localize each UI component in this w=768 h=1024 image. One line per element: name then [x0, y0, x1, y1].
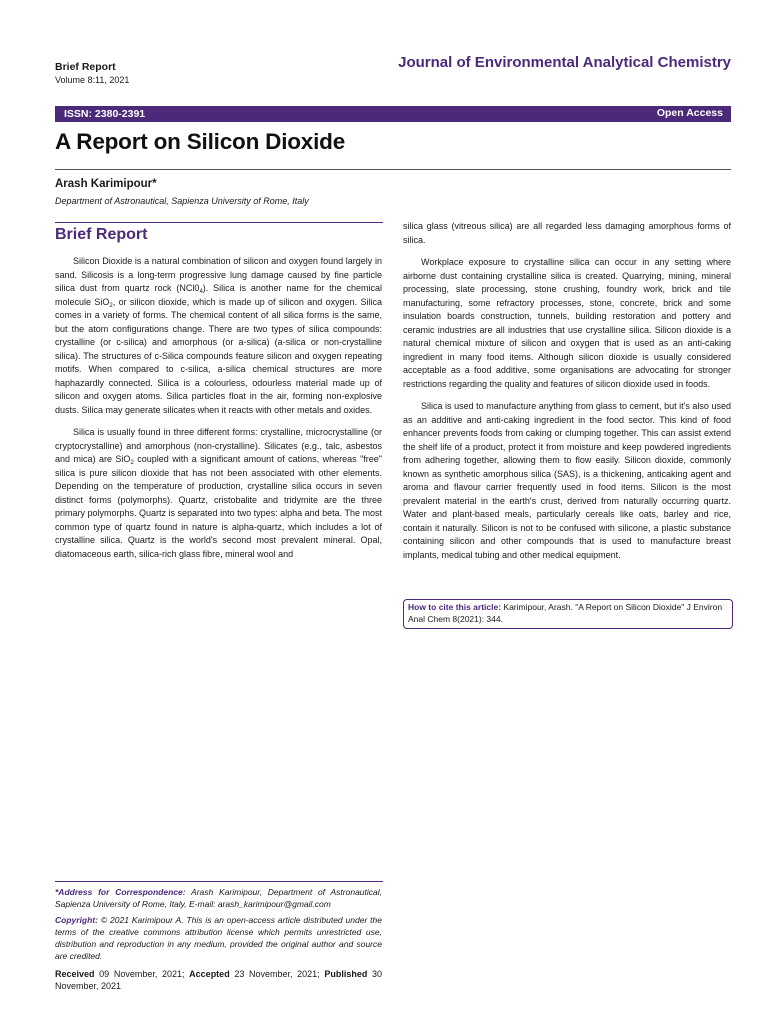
citation-text: Karimipour, Arash. "A Report on Silicon Dioxide" J Environ Anal Chem 8(2021): 344. [408, 602, 723, 624]
author-affiliation: Department of Astronautical, Sapienza University of Rome, Italy [55, 196, 309, 206]
footer-divider [55, 881, 383, 882]
title-divider [55, 169, 731, 170]
page-title: A Report on Silicon Dioxide [55, 129, 346, 154]
correspondence-note: *Address for Correspondence: Arash Karimipour, Department of Astronautical, Sapienza University of Rome, Italy, E-mail: arash_karimipour@gmail.com [55, 887, 382, 909]
volume-info: Volume 8:11, 2021 [55, 75, 130, 85]
author-name: Arash Karimipour* [55, 178, 157, 190]
body-paragraph: Silica is usually found in three different forms: crystalline, microcrystalline (or cryptocrystalline) and amorphous (non-crystalline). Silicates (e.g., talc, asbestos and mica) are SiO$_2$ coupled with a significant amount of cations, whereas "free" silica is pure silicon dioxide that has not been associated with other elements. Depending on the temperature of production, crystalline silica occurs in seven distinct forms (polymorphs). Quartz, cristobalite and tridymite are the three primary polymorphs. Quartz is separated into two types: alpha and beta. The most common type of quartz found in nature is alpha-quartz, which includes a lot of crystalline silica. Quartz is the world's second most prevalent mineral. Opal, diatomaceous earth, silica-rich glass fibre, mineral wool and [55, 427, 382, 559]
issn-band [55, 106, 731, 122]
article-type: Brief Report [55, 61, 116, 73]
section-divider [55, 222, 383, 223]
body-paragraph: Silicon Dioxide is a natural combination of silicon and oxygen found largely in sand. Silicosis is a long-term progressive lung damage caused by fine particle silica dust from quartz rock $(NCl0_4)$. Silica is another name for the chemical molecule SiO$_2$, or silicon dioxide, which is made up of silicon and oxygen. Silica comes in a variety of forms. The chemical content of all silica forms is the same, but the atom configurations change. There are two types of silica compounds: crystalline (or c-silica) and amorphous (or a-silica) (a-silica or non-crystalline silica). The structures of c-Silica compounds feature silicon and oxygen repeating motifs. When compared to c-silica, a-silica chemical structures are more haphazardly connected. Silica is a colourless, odourless material made up of silicon and oxygen atoms. Silica particles float in the air, forming non-explosive dusts. Silica may generate silicates when it reacts with other metals and oxides. [55, 256, 382, 415]
copyright-note: Copyright: © 2021 Karimipour A. This is an open-access article distributed under the terms of the creative commons attribution license which permits unrestricted use, distribution and reproduction in any medium, provided the original author and source are credited. [55, 915, 382, 961]
right-column [403, 220, 731, 571]
body-paragraph: silica glass (vitreous silica) are all regarded less damaging amorphous forms of silica. [403, 221, 731, 245]
body-paragraph: Silica is used to manufacture anything from glass to cement, but it's also used as an additive and anti-caking ingredient in the food sector. This kind of food enhancer prevents foods from caking or clumping together. This can assist extend the shelf life of a product, protect it from moisture and keep powdered ingredients from adhering together, allowing them to flow easily. Silicon dioxide, commonly known as synthetic amorphous silica (SAS), is a thickening, anticaking agent and aroma and flavour carrier frequently used in food items. Silicon is the most prevalent material in the earth's crust, derived from naturally occurring quartz. Water and plant-based meals, particularly cereals like oats, barley and rice, contain it naturally. Silicon is not to be confused with silicone, a plastic substance containing silicon and other compounds that is used to manufacture breast implants, medical tubing and other medical equipment. [403, 401, 731, 560]
body-paragraph: Workplace exposure to crystalline silica can occur in any setting where airborne dust containing crystalline silica is created. Quarrying, mining, mineral processing, slate processing, stone crushing, foundry work, brick and tile manufacturing, some refractory processes, stone, concrete, brick and some insulation boards construction, tunnels, building restoration and pottery and ceramic industries are all industries that use crystalline silica. Silicon dioxide is a natural chemical mixture of silicon and oxygen that is used as an anti-caking ingredient in many food items. Although silicon dioxide is usually considered acceptable as a food additive, some organisations are advocating for stronger restrictions regarding the quality and features of silicon dioxide used in foods. [403, 257, 731, 389]
open-access-label: Open Access [656, 107, 723, 119]
issn-label: ISSN: 2380-2391 [64, 108, 146, 120]
article-dates: Received 09 November, 2021; Accepted 23 November, 2021; Published 30 November, 2021 [55, 969, 382, 991]
citation-label: How to cite this article: [408, 602, 502, 612]
left-column [55, 255, 382, 570]
journal-name: Journal of Environmental Analytical Chemistry [398, 54, 731, 71]
section-heading: Brief Report [55, 226, 148, 243]
citation-box [403, 599, 733, 629]
